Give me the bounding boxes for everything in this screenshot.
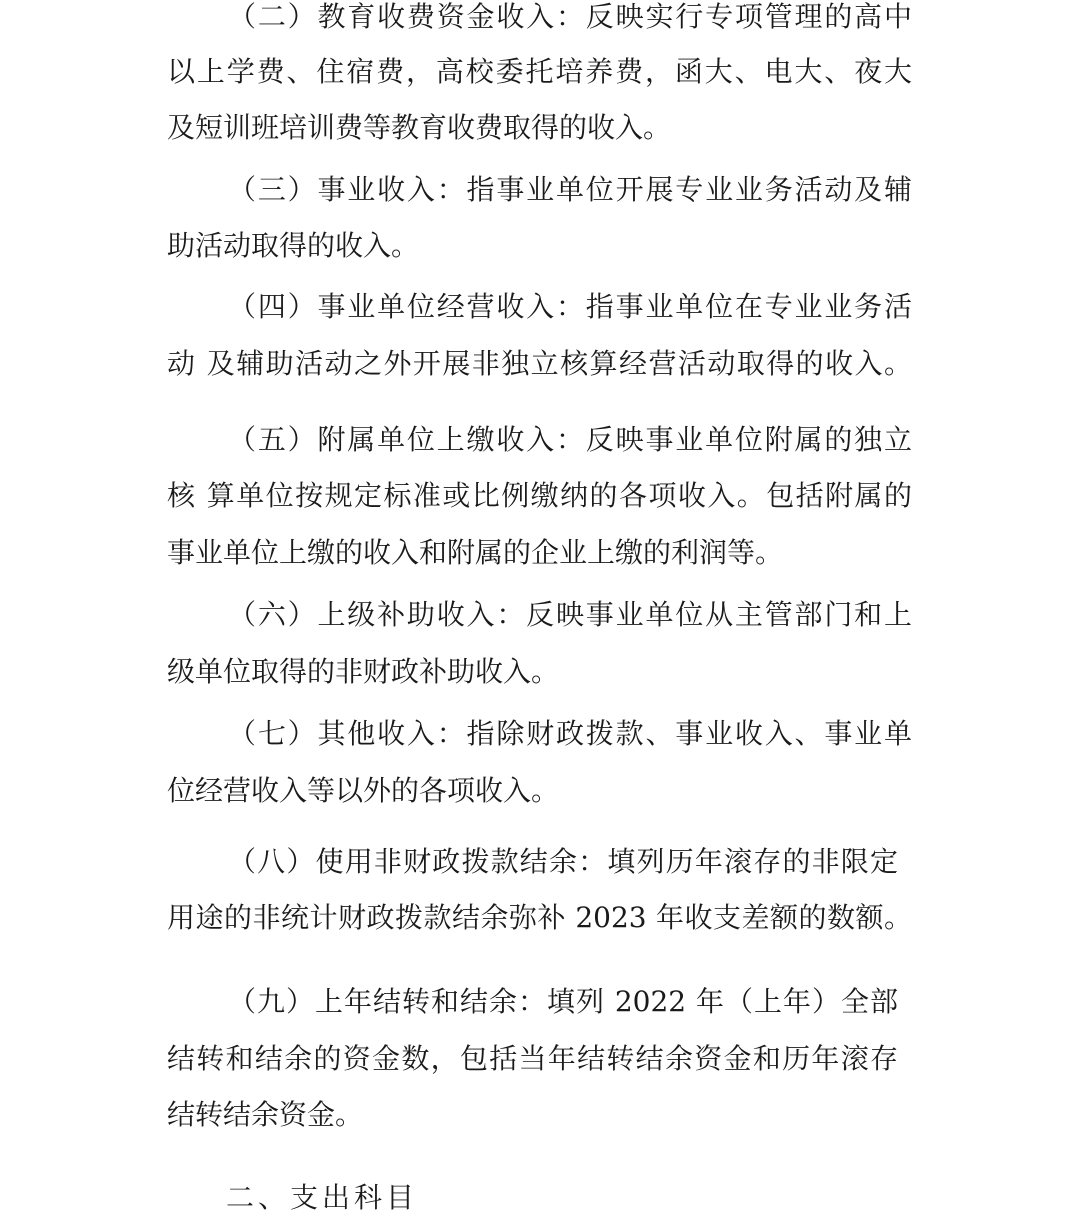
text-line: 结转结余资金。	[167, 1098, 364, 1131]
text-line: （五）附属单位上缴收入：反映事业单位附属的独立	[228, 423, 912, 456]
text-line: （八）使用非财政拨款结余：填列历年滚存的非限定	[228, 845, 898, 878]
text-line: 助活动取得的收入。	[167, 229, 420, 262]
section-heading-expenditure: 二、支出科目	[226, 1181, 419, 1214]
text-line: 及短训班培训费等教育收费取得的收入。	[167, 111, 672, 144]
text-line: （六）上级补助收入：反映事业单位从主管部门和上	[228, 598, 912, 631]
text-line: （四）事业单位经营收入：指事业单位在专业业务活	[228, 290, 912, 323]
text-line: 结转和结余的资金数，包括当年结转结余资金和历年滚存	[167, 1042, 898, 1075]
text-line: 用途的非统计财政拨款结余弥补 2023 年收支差额的数额。	[167, 901, 912, 934]
text-line: （七）其他收入：指除财政拨款、事业收入、事业单	[228, 717, 912, 750]
text-line: （九）上年结转和结余：填列 2022 年（上年）全部	[228, 985, 898, 1018]
text-line: 以上学费、住宿费，高校委托培养费，函大、电大、夜大	[167, 55, 912, 88]
text-line: 核 算单位按规定标准或比例缴纳的各项收入。包括附属的	[167, 479, 912, 512]
text-line: （二）教育收费资金收入：反映实行专项管理的高中	[228, 0, 912, 33]
text-line: 事业单位上缴的收入和附属的企业上缴的利润等。	[167, 536, 784, 569]
text-line: 级单位取得的非财政补助收入。	[167, 655, 560, 688]
text-line: 动 及辅助活动之外开展非独立核算经营活动取得的收入。	[167, 347, 912, 380]
text-line: （三）事业收入：指事业单位开展专业业务活动及辅	[228, 173, 912, 206]
text-line: 位经营收入等以外的各项收入。	[167, 774, 560, 807]
